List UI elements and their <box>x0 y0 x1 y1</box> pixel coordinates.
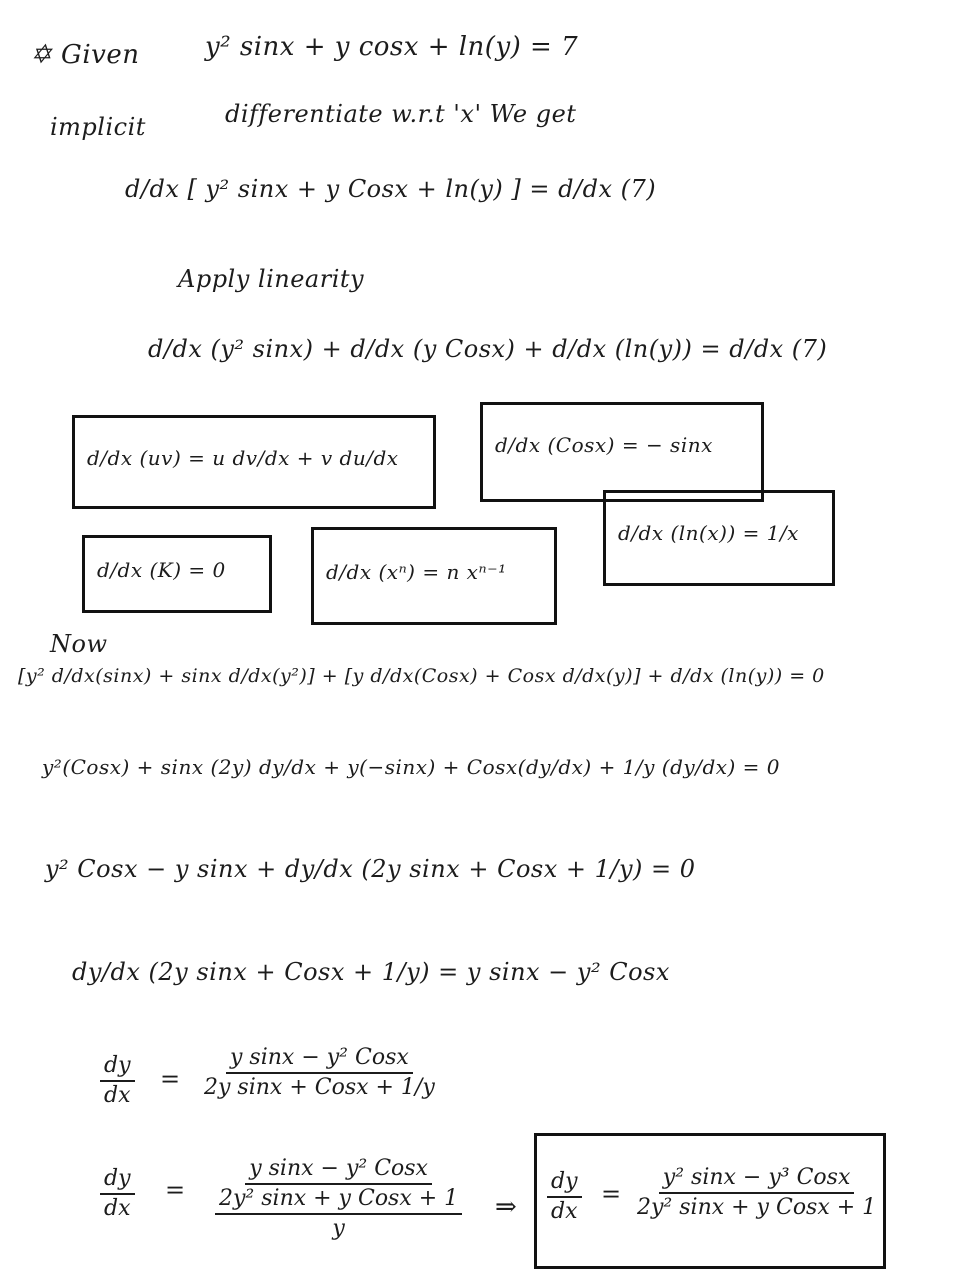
product-rule: d/dx (uv) = u dv/dx + v du/dx <box>87 446 399 470</box>
now-label: Now <box>50 630 108 658</box>
final-answer-box <box>534 1133 886 1269</box>
given-equation: y² sinx + y cosx + ln(y) = 7 <box>205 32 579 62</box>
step3-equation: [y² d/dx(sinx) + sinx d/dx(y²)] + [y d/dx(Cosx) + Cosx d/dx(y)] + d/dx (ln(y)) = 0 <box>18 665 825 687</box>
const-rule-box <box>82 535 272 613</box>
final-fraction: y² sinx − y³ Cosx 2y² sinx + y Cosx + 1 <box>637 1165 877 1220</box>
dy-dx-fraction-2: $\frac{dy}{dx}$ <box>100 1165 135 1223</box>
step1-equation: d/dx [ y² sinx + y Cosx + ln(y) ] = d/dx (7) <box>125 175 657 203</box>
const-rule: d/dx (K) = 0 <box>97 558 226 582</box>
step6-equation: dy/dx (2y sinx + Cosx + 1/y) = y sinx − y² Cosx <box>72 958 670 986</box>
ln-rule-box <box>603 490 835 586</box>
cos-rule-box <box>480 402 764 502</box>
equals-2: = <box>165 1176 186 1204</box>
power-rule-box <box>311 527 557 625</box>
given-label: ✡ Given <box>30 40 140 70</box>
differentiate-text: differentiate w.r.t 'x' We get <box>225 100 577 128</box>
power-rule: d/dx (xⁿ) = n xⁿ⁻¹ <box>326 560 507 584</box>
equals-1: = <box>160 1065 181 1093</box>
final-equals: = <box>601 1180 622 1208</box>
step4-equation: y²(Cosx) + sinx (2y) dy/dx + y(−sinx) + Cosx(dy/dx) + 1/y (dy/dx) = 0 <box>42 755 781 779</box>
step2-equation: d/dx (y² sinx) + d/dx (y Cosx) + d/dx (ln(y)) = d/dx (7) <box>148 335 828 363</box>
ln-rule: d/dx (ln(x)) = 1/x <box>618 521 799 545</box>
step5-equation: y² Cosx − y sinx + dy/dx (2y sinx + Cosx + 1/y) = 0 <box>45 855 696 883</box>
dy-dx-fraction-1: $\frac{dy}{dx}$ <box>100 1052 135 1110</box>
result-fraction-2: y sinx − y² Cosx 2y² sinx + y Cosx + 1 y <box>215 1155 462 1243</box>
product-rule-box <box>72 415 436 509</box>
result-fraction-1: y sinx − y² Cosx 2y sinx + Cosx + 1/y <box>204 1045 435 1100</box>
implicit-label: implicit <box>50 113 146 141</box>
apply-linearity: Apply linearity <box>178 265 365 293</box>
final-dy-dx: $\frac{dy}{dx}$ <box>547 1168 582 1226</box>
implies-arrow: ⇒ <box>495 1192 518 1222</box>
cos-rule: d/dx (Cosx) = − sinx <box>495 433 713 457</box>
